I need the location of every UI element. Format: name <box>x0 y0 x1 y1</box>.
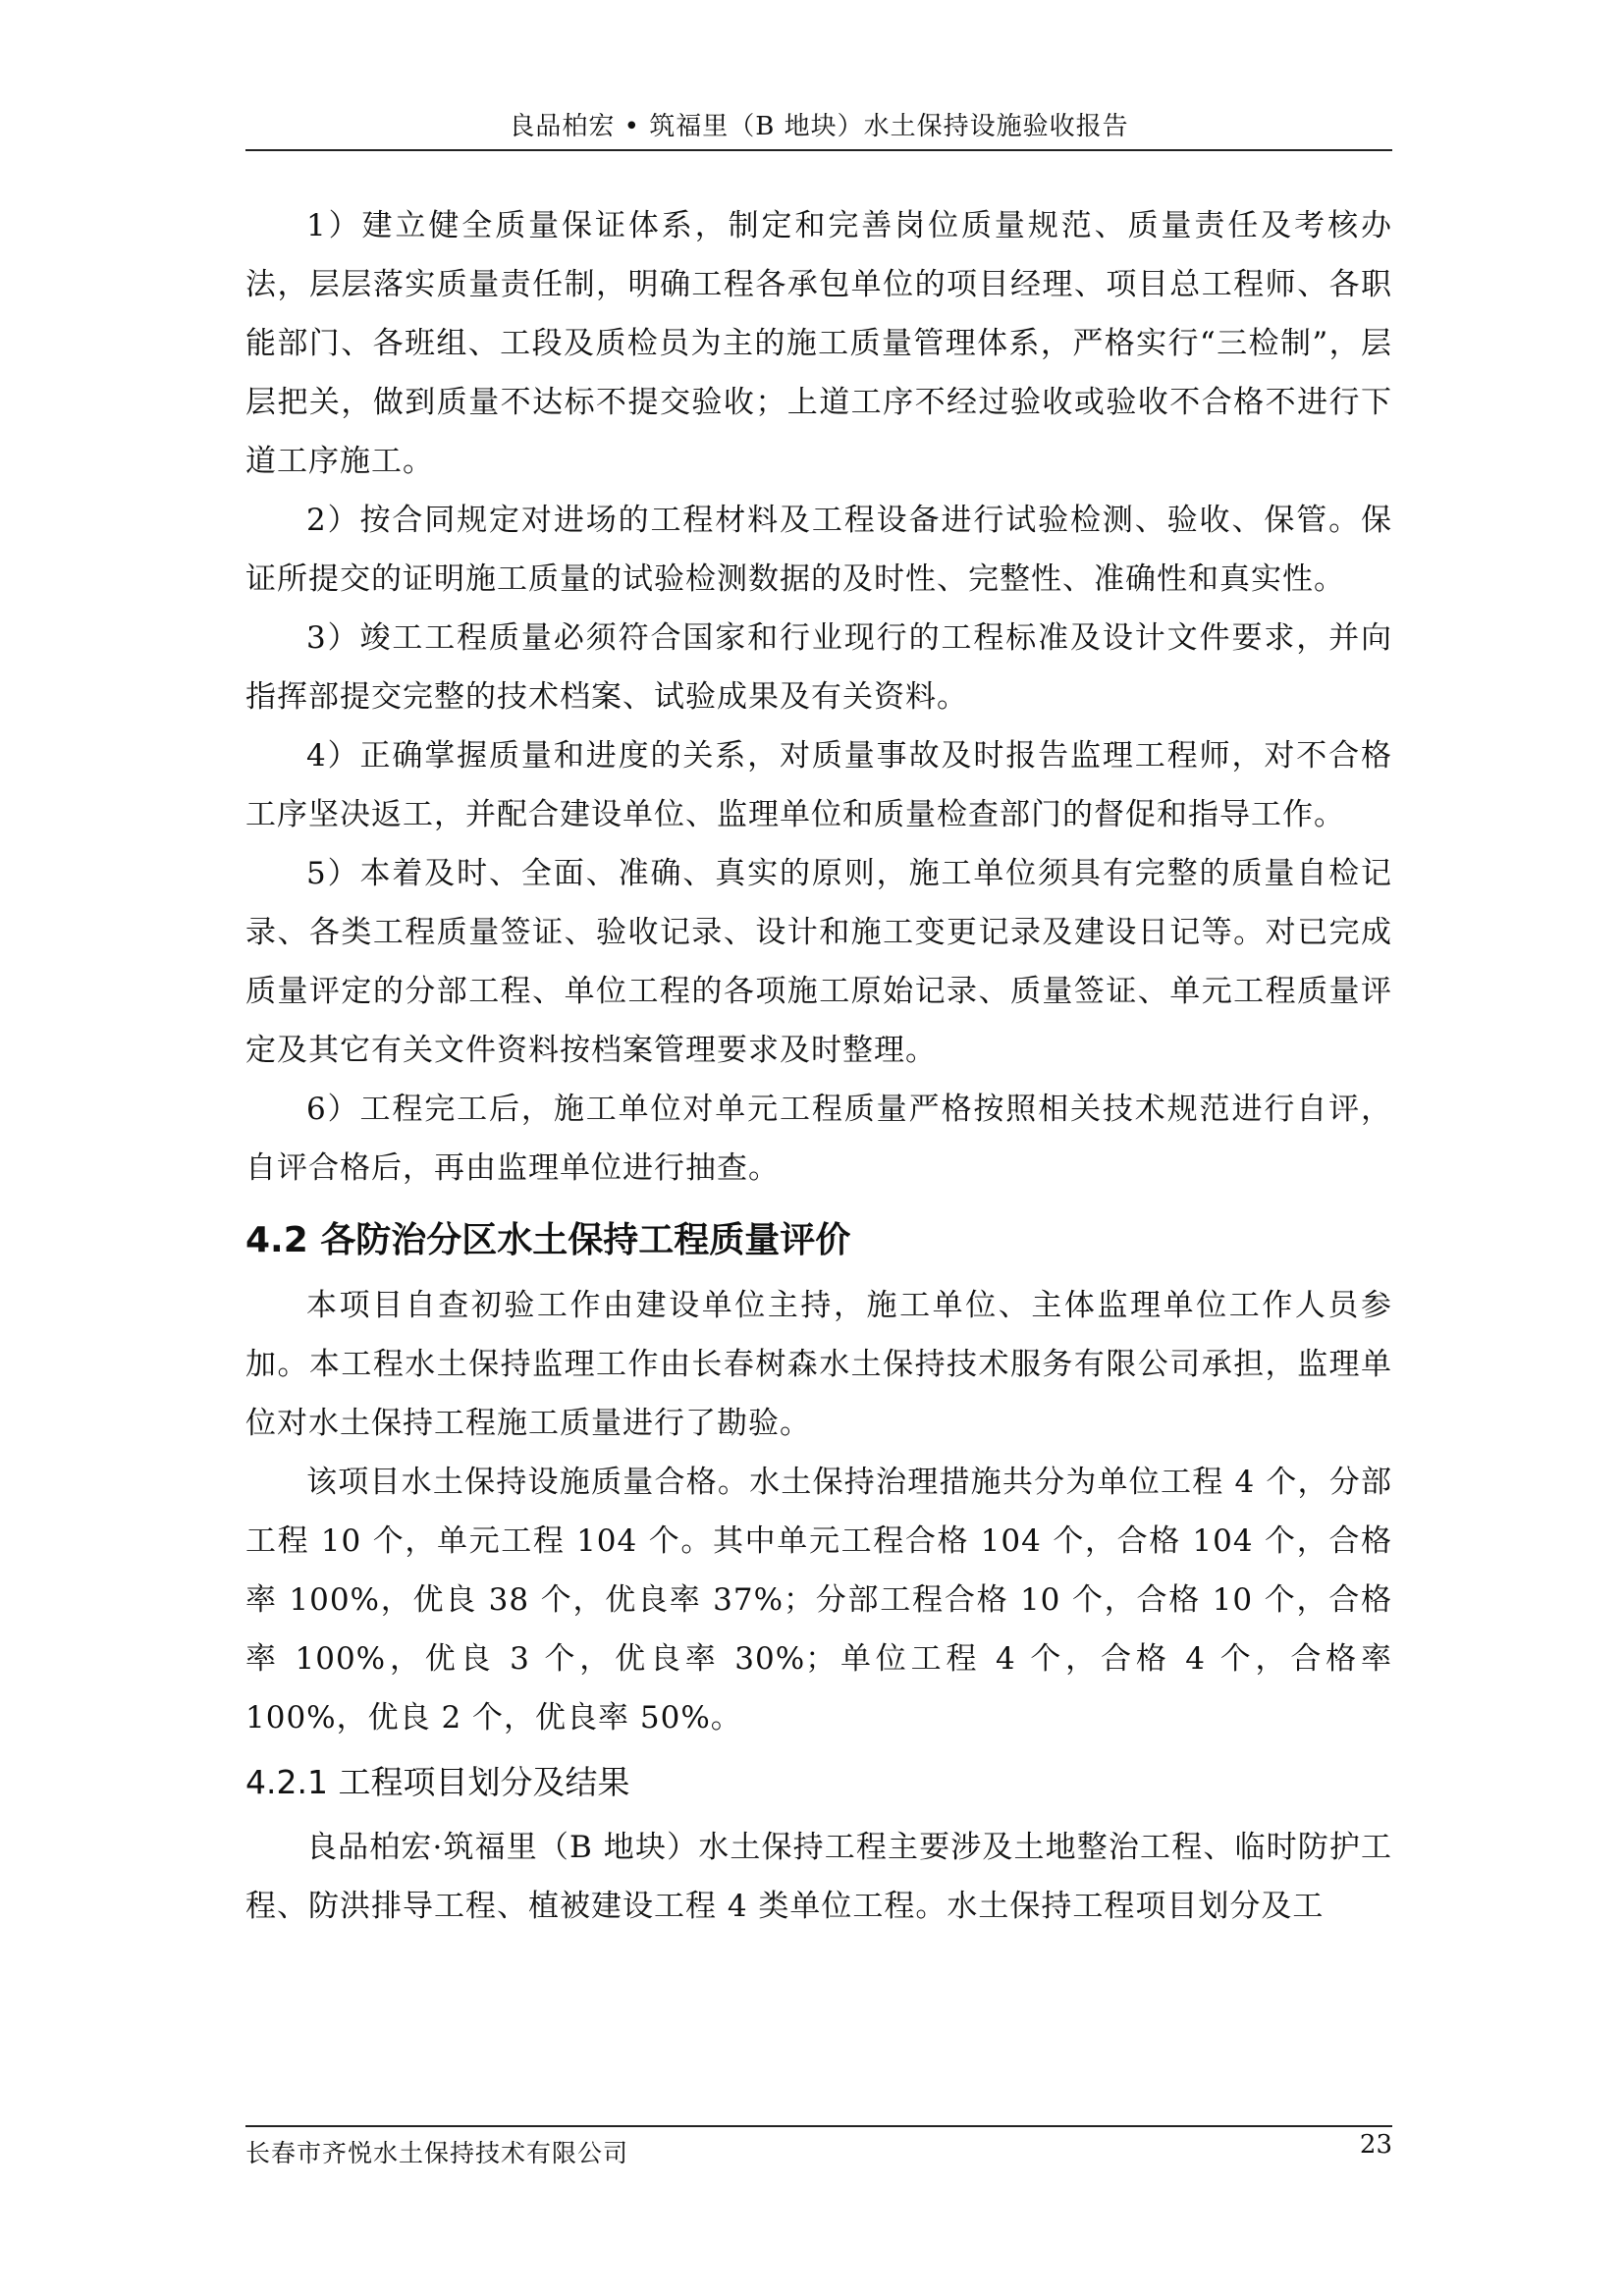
section-4-2-paragraph-1: 本项目自查初验工作由建设单位主持，施工单位、主体监理单位工作人员参加。本工程水土保持监理工作由长春树森水土保持技术服务有限公司承担，监理单位对水土保持工程施工质量进行了勘验。 <box>245 1288 1392 1441</box>
paragraph-4: 4）正确掌握质量和进度的关系，对质量事故及时报告监理工程师，对不合格工序坚决返工，并配合建设单位、监理单位和质量检查部门的督促和指导工作。 <box>245 738 1392 832</box>
paragraph-6: 6）工程完工后，施工单位对单元工程质量严格按照相关技术规范进行自评，自评合格后，再由监理单位进行抽查。 <box>245 1092 1392 1186</box>
header-divider <box>245 149 1392 151</box>
document-body <box>245 196 1392 1936</box>
page-header: 良品柏宏 • 筑福里（B 地块）水土保持设施验收报告 <box>509 112 1129 141</box>
footer-divider <box>245 2125 1392 2127</box>
page-number: 23 <box>1359 2130 1392 2160</box>
section-heading-4-2: 4.2 各防治分区水土保持工程质量评价 <box>245 1220 851 1260</box>
section-heading-4-2-1: 4.2.1 工程项目划分及结果 <box>245 1763 630 1801</box>
paragraph-2: 2）按合同规定对进场的工程材料及工程设备进行试验检测、验收、保管。保证所提交的证明施工质量的试验检测数据的及时性、完整性、准确性和真实性。 <box>245 503 1392 597</box>
paragraph-5: 5）本着及时、全面、准确、真实的原则，施工单位须具有完整的质量自检记录、各类工程质量签证、验收记录、设计和施工变更记录及建设日记等。对已完成质量评定的分部工程、单位工程的各项施工原始记录、质量签证、单元工程质量评定及其它有关文件资料按档案管理要求及时整理。 <box>245 856 1392 1068</box>
section-4-2-paragraph-2: 该项目水土保持设施质量合格。水土保持治理措施共分为单位工程 4 个，分部工程 10 个，单元工程 104 个。其中单元工程合格 104 个，合格 104 个，合格率 100%，优良 38 个，优良率 37%；分部工程合格 10 个，合格 10 个，合格率 100%，优良 3 个，优良率 30%；单位工程 4 个，合格 4 个，合格率 100%，优良 2 个，优良率 50%。 <box>245 1465 1392 1735</box>
paragraph-3: 3）竣工工程质量必须符合国家和行业现行的工程标准及设计文件要求，并向指挥部提交完整的技术档案、试验成果及有关资料。 <box>245 620 1392 715</box>
section-4-2-1-paragraph-1: 良品柏宏·筑福里（B 地块）水土保持工程主要涉及土地整治工程、临时防护工程、防洪排导工程、植被建设工程 4 类单位工程。水土保持工程项目划分及工 <box>245 1830 1392 1924</box>
paragraph-1: 1）建立健全质量保证体系，制定和完善岗位质量规范、质量责任及考核办法，层层落实质量责任制，明确工程各承包单位的项目经理、项目总工程师、各职能部门、各班组、工段及质检员为主的施工质量管理体系，严格实行“三检制”，层层把关，做到质量不达标不提交验收；上道工序不经过验收或验收不合格不进行下道工序施工。 <box>245 208 1392 479</box>
footer-company: 长春市齐悦水土保持技术有限公司 <box>245 2139 629 2167</box>
